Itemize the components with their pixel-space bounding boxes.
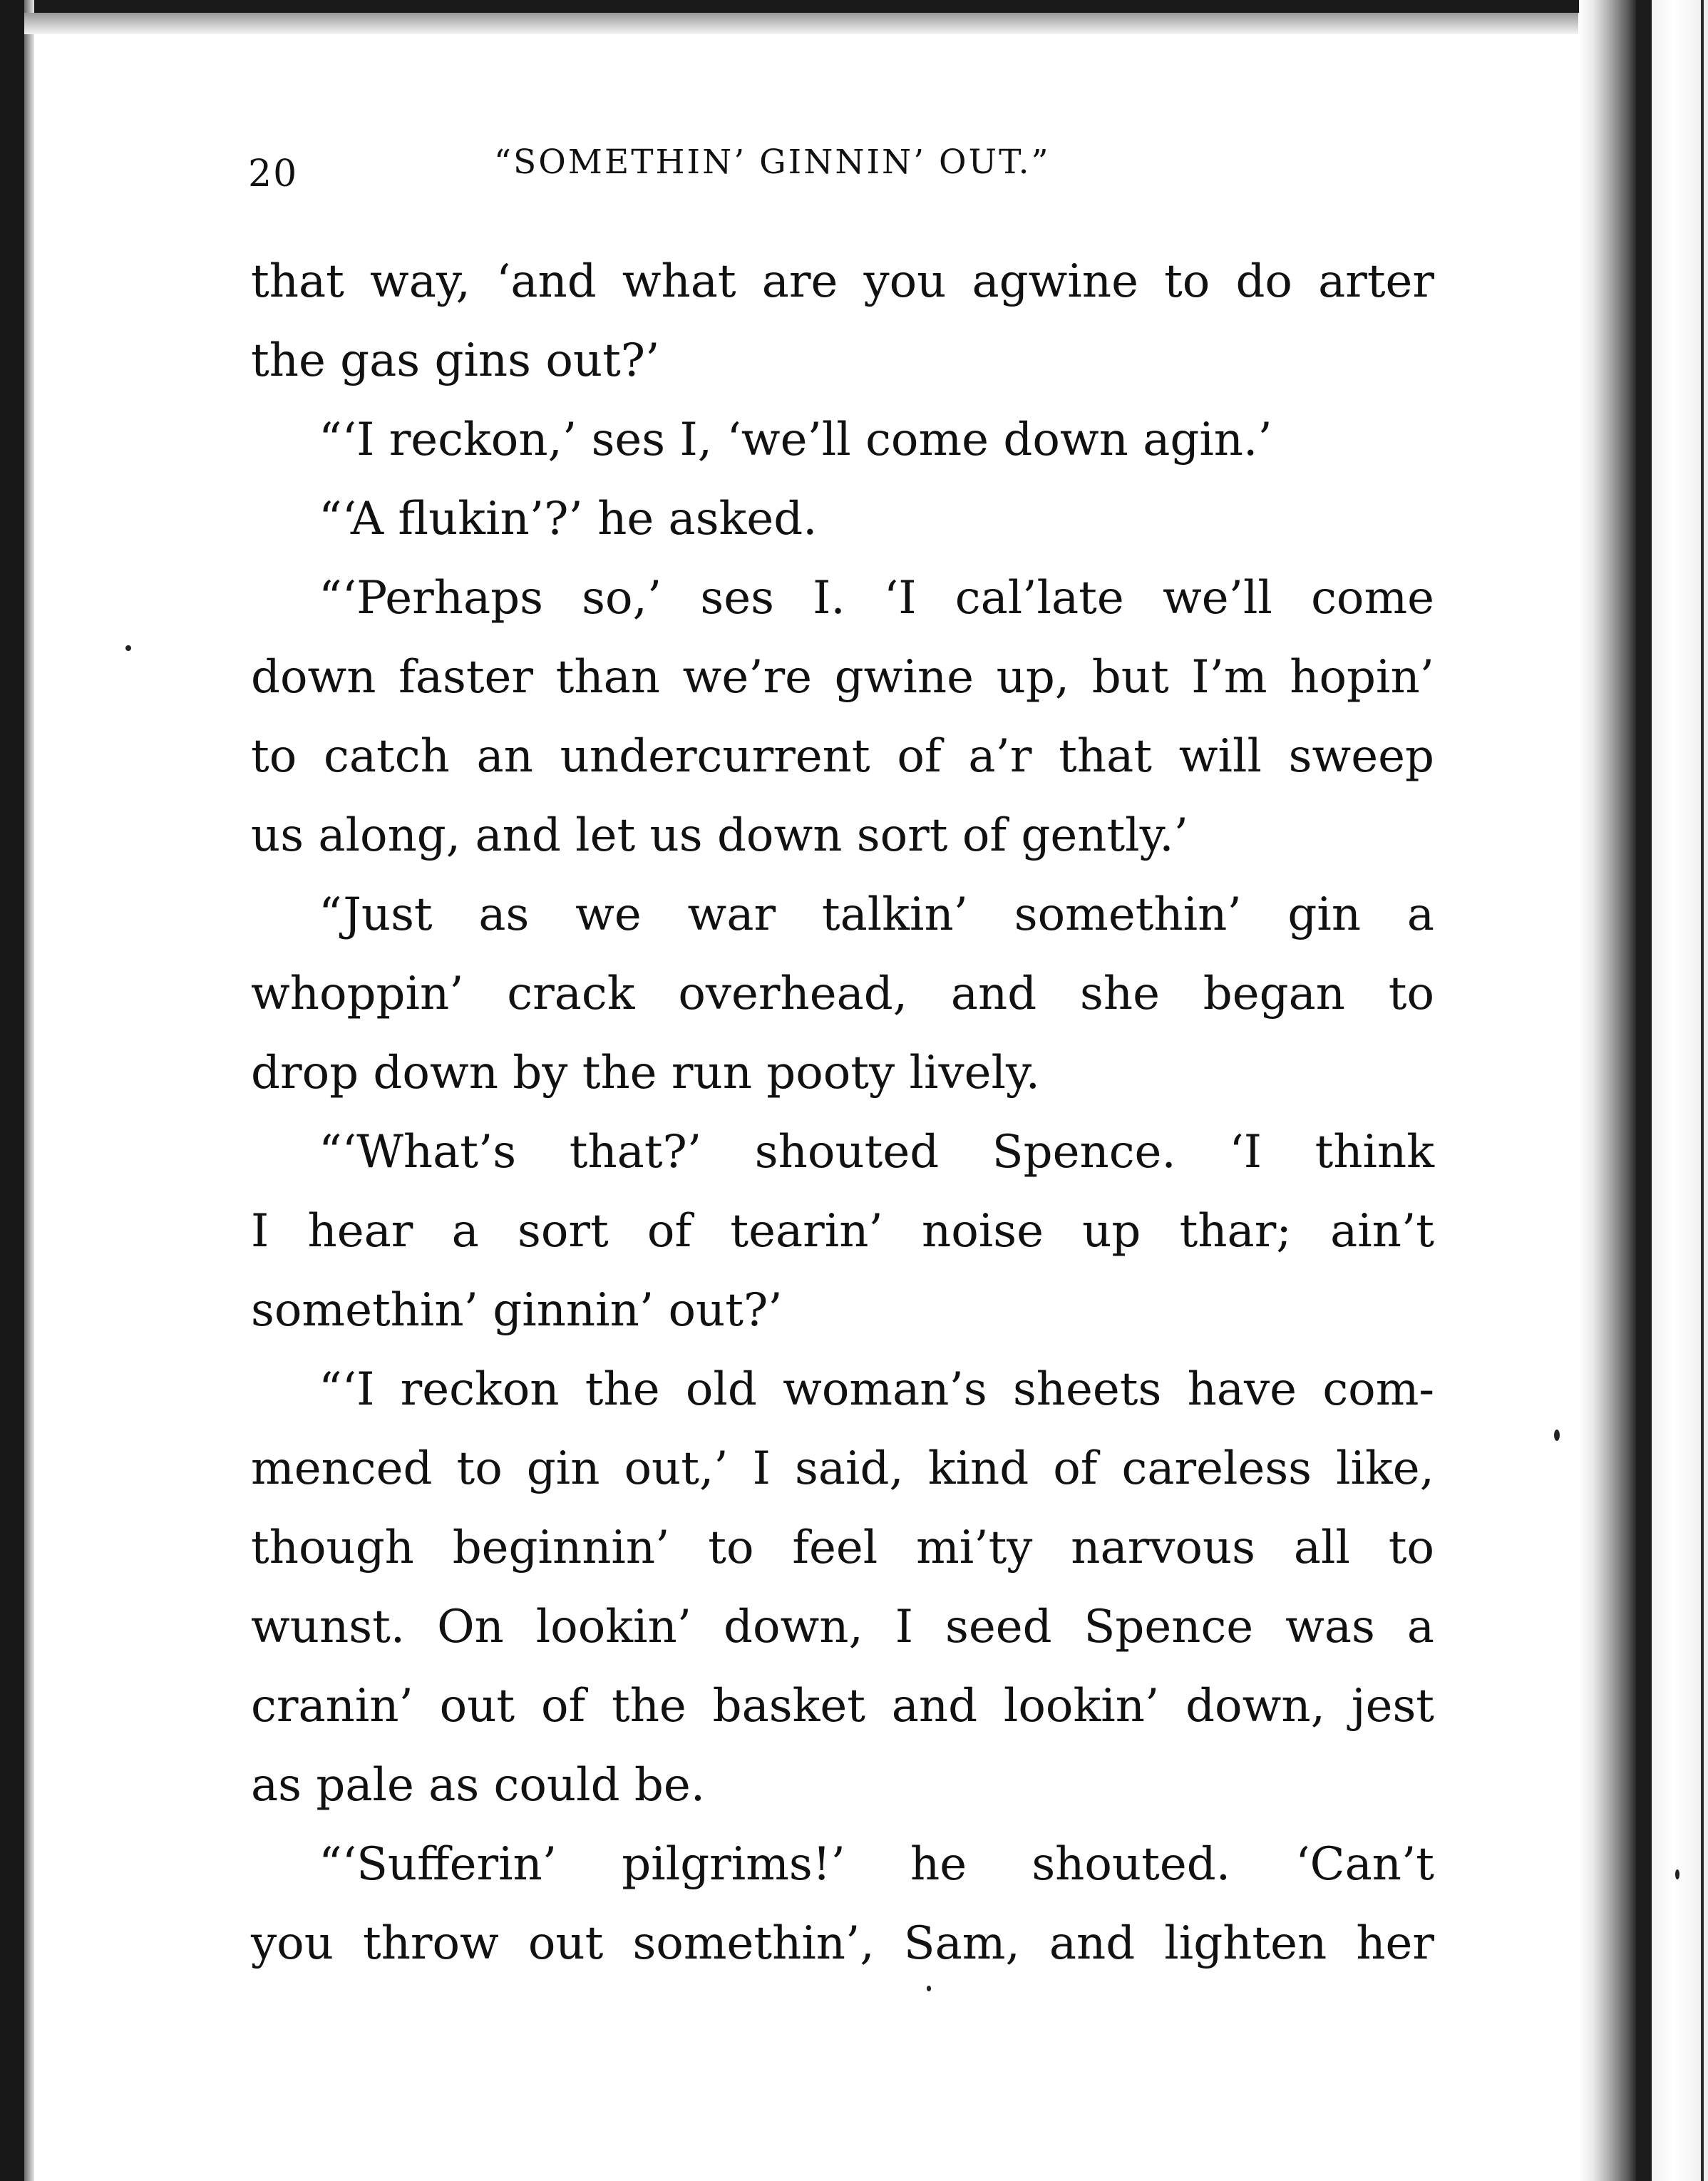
running-title: “SOMETHIN’ GINNIN’ OUT.” bbox=[494, 143, 1051, 182]
speck bbox=[125, 645, 131, 651]
text-line: cranin’ out of the basket and lookin’ down, jest bbox=[251, 1680, 1434, 1733]
text-line: though beginnin’ to feel mi’ty narvous all to bbox=[251, 1521, 1434, 1574]
running-header bbox=[248, 143, 1246, 193]
text-line: “‘I reckon the old woman’s sheets have com- bbox=[319, 1363, 1434, 1416]
text-line: us along, and let us down sort of gently.’ bbox=[251, 809, 1188, 862]
scan-left-border bbox=[0, 0, 24, 2181]
text-line: somethin’ ginnin’ out?’ bbox=[251, 1284, 783, 1337]
page-number: 20 bbox=[248, 153, 299, 195]
text-line: “‘What’s that?’ shouted Spence. ‘I think bbox=[319, 1126, 1434, 1179]
text-line: “‘Perhaps so,’ ses I. ‘I cal’late we’ll come bbox=[319, 572, 1434, 625]
page-top-edge bbox=[24, 13, 1578, 34]
text-line: “‘I reckon,’ ses I, ‘we’ll come down agin.’ bbox=[319, 414, 1272, 466]
text-line: “‘A flukin’?’ he asked. bbox=[319, 493, 818, 545]
text-line: drop down by the run pooty lively. bbox=[251, 1047, 1040, 1099]
page-gutter-shadow bbox=[1579, 0, 1636, 2181]
text-line: “Just as we war talkin’ somethin’ gin a bbox=[319, 888, 1434, 941]
speck bbox=[927, 1986, 931, 1991]
text-line: whoppin’ crack overhead, and she began to bbox=[251, 968, 1434, 1020]
text-line: as pale as could be. bbox=[251, 1759, 706, 1812]
facing-page-edge bbox=[1652, 0, 1708, 2181]
text-line: wunst. On lookin’ down, I seed Spence was a bbox=[251, 1601, 1434, 1653]
speck bbox=[1554, 1430, 1560, 1441]
page-left-edge bbox=[24, 0, 34, 2181]
text-line: that way, ‘and what are you agwine to do arter bbox=[251, 255, 1434, 308]
text-line: the gas gins out?’ bbox=[251, 334, 660, 387]
scan-right-border bbox=[1701, 0, 1704, 2181]
text-line: to catch an undercurrent of a’r that will sweep bbox=[251, 730, 1434, 783]
text-line: I hear a sort of tearin’ noise up thar; ain’t bbox=[251, 1205, 1434, 1258]
text-line: “‘Sufferin’ pilgrims!’ he shouted. ‘Can’t bbox=[319, 1838, 1434, 1891]
speck bbox=[1675, 1869, 1679, 1879]
book-gutter bbox=[1636, 0, 1652, 2181]
text-line: menced to gin out,’ I said, kind of careless like, bbox=[251, 1442, 1434, 1495]
scan-top-border bbox=[0, 0, 1708, 13]
text-line: down faster than we’re gwine up, but I’m hopin’ bbox=[251, 651, 1434, 704]
text-line: you throw out somethin’, Sam, and lighten her bbox=[251, 1917, 1434, 1970]
body-text bbox=[251, 242, 1434, 1984]
